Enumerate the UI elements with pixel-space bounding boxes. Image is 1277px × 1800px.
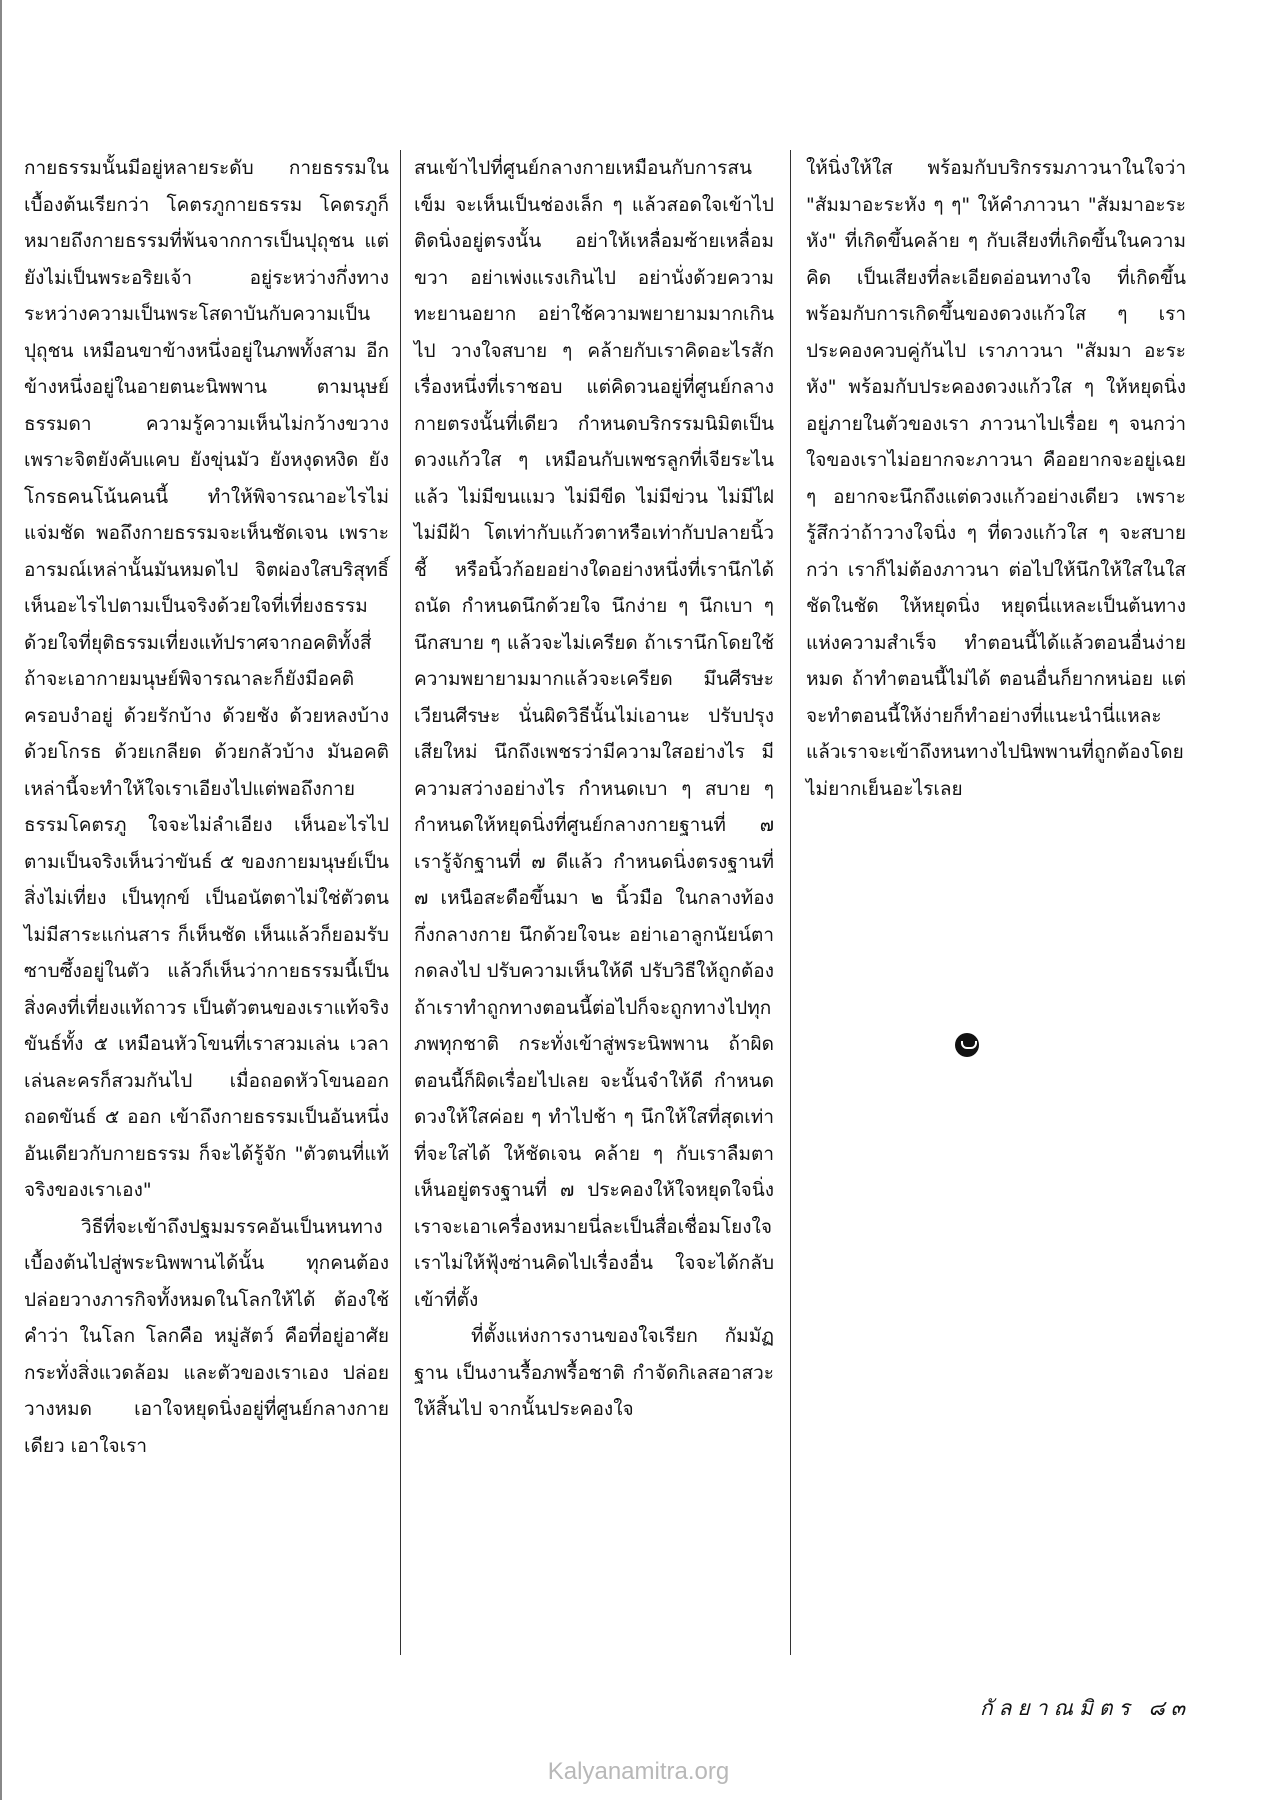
text-column-2 [414,150,774,1428]
column-divider-2 [790,150,791,1655]
column-2-paragraph-1: สนเข้าไปที่ศูนย์กลางกายเหมือนกับการสนเข็ม จะเห็นเป็นช่องเล็ก ๆ แล้วสอดใจเข้าไปติดนิ่งอยู่ตรงนั้น อย่าให้เหลื่อมซ้ายเหลื่อมขวา อย่าเพ่งแรงเกินไป อย่านั่งด้วยความทะยานอยาก อย่าใช้ความพยายามมากเกินไป วางใจสบาย ๆ คล้ายกับเราคิดอะไรสักเรื่องหนึ่งที่เราชอบ แต่คิดวนอยู่ที่ศูนย์กลางกายตรงนั้นที่เดียว กำหนดบริกรรมนิมิตเป็นดวงแก้วใส ๆ เหมือนกับเพชรลูกที่เจียระไนแล้ว ไม่มีขนแมว ไม่มีขีด ไม่มีข่วน ไม่มีไฝ ไม่มีฝ้า โตเท่ากับแก้วตาหรือเท่ากับปลายนิ้วชี้ หรือนิ้วก้อยอย่างใดอย่างหนึ่งที่เรานึกได้ถนัด กำหนดนึกด้วยใจ นึกง่าย ๆ นึกเบา ๆ นึกสบาย ๆ แล้วจะไม่เครียด ถ้าเรานึกโดยใช้ความพยายามมากแล้วจะเครียด มึนศีรษะ เวียนศีรษะ นั่นผิดวิธีนั้นไม่เอานะ ปรับปรุงเสียใหม่ นึกถึงเพชรว่ามีความใสอย่างไร มีความสว่างอย่างไร กำหนดเบา ๆ สบาย ๆ กำหนดให้หยุดนิ่งที่ศูนย์กลางกายฐานที่ ๗ เรารู้จักฐานที่ ๗ ดีแล้ว กำหนดนิ่งตรงฐานที่ ๗ เหนือสะดือขึ้นมา ๒ นิ้วมือ ในกลางท้องกึ่งกลางกาย นึกด้วยใจนะ อย่าเอาลูกนัยน์ตากดลงไป ปรับความเห็นให้ดี ปรับวิธีให้ถูกต้อง ถ้าเราทำถูกทางตอนนี้ต่อไปก็จะถูกทางไปทุกภพทุกชาติ กระทั่งเข้าสู่พระนิพพาน ถ้าผิดตอนนี้ก็ผิดเรื่อยไปเลย จะนั้นจำให้ดี กำหนดดวงให้ใสค่อย ๆ ทำไปช้า ๆ นึกให้ใสที่สุดเท่าที่จะใสได้ ให้ชัดเจน คล้าย ๆ กับเราลืมตาเห็นอยู่ตรงฐานที่ ๗ ประคองให้ใจหยุดใจนิ่ง เราจะเอาเครื่องหมายนี่ละเป็นสื่อเชื่อมโยงใจเราไม่ให้ฟุ้งซ่านคิดไปเรื่องอื่น ใจจะได้กลับเข้าที่ตั้ง [414,157,774,1311]
column-1-paragraph-1: กายธรรมนั้นมีอยู่หลายระดับ กายธรรมในเบื้องต้นเรียกว่า โคตรภูกายธรรม โคตรภูก็หมายถึงกายธรรมที่พ้นจากการเป็นปุถุชน แต่ยังไม่เป็นพระอริยเจ้า อยู่ระหว่างกึ่งทางระหว่างความเป็นพระโสดาบันกับความเป็นปุถุชน เหมือนขาข้างหนึ่งอยู่ในภพทั้งสาม อีกข้างหนึ่งอยู่ในอายตนะนิพพาน ตามนุษย์ธรรมดา ความรู้ความเห็นไม่กว้างขวาง เพราะจิตยังคับแคบ ยังขุ่นมัว ยังหงุดหงิด ยังโกรธคนโน้นคนนี้ ทำให้พิจารณาอะไรไม่แจ่มชัด พอถึงกายธรรมจะเห็นชัดเจน เพราะอารมณ์เหล่านั้นมันหมดไป จิตผ่องใสบริสุทธิ์ เห็นอะไรไปตามเป็นจริงด้วยใจที่เที่ยงธรรม ด้วยใจที่ยุติธรรมเที่ยงแท้ปราศจากอคติทั้งสี่ ถ้าจะเอากายมนุษย์พิจารณาละก็ยังมีอคติครอบงำอยู่ ด้วยรักบ้าง ด้วยชัง ด้วยหลงบ้าง ด้วยโกรธ ด้วยเกลียด ด้วยกลัวบ้าง มันอคติเหล่านี้จะทำให้ใจเราเอียงไปแต่พอถึงกายธรรมโคตรภู ใจจะไม่ลำเอียง เห็นอะไรไปตามเป็นจริงเห็นว่าขันธ์ ๕ ของกายมนุษย์เป็นสิ่งไม่เที่ยง เป็นทุกข์ เป็นอนัตตาไม่ใช่ตัวตน ไม่มีสาระแก่นสาร ก็เห็นชัด เห็นแล้วก็ยอมรับ ซาบซึ้งอยู่ในตัว แล้วก็เห็นว่ากายธรรมนี้เป็นสิ่งคงที่เที่ยงแท้ถาวร เป็นตัวตนของเราแท้จริง ขันธ์ทั้ง ๕ เหมือนหัวโขนที่เราสวมเล่น เวลาเล่นละครก็สวมกันไป เมื่อถอดหัวโขนออก ถอดขันธ์ ๕ ออก เข้าถึงกายธรรมเป็นอันหนึ่งอันเดียวกับกายธรรม ก็จะได้รู้จัก "ตัวตนที่แท้จริงของเราเอง" [24,157,389,1201]
column-divider-1 [400,150,401,1655]
column-1-paragraph-2: วิธีที่จะเข้าถึงปฐมมรรคอันเป็นหนทางเบื้องต้นไปสู่พระนิพพานได้นั้น ทุกคนต้องปล่อยวางภารกิจทั้งหมดในโลกให้ได้ ต้องใช้คำว่า ในโลก โลกคือ หมู่สัตว์ คือที่อยู่อาศัย กระทั่งสิ่งแวดล้อม และตัวของเราเอง ปล่อยวางหมด เอาใจหยุดนิ่งอยู่ที่ศูนย์กลางกายเดียว เอาใจเรา [24,1215,389,1457]
page-edge-rule [0,0,2,1800]
magazine-page-footer: กัลยาณมิตร ๘๓ [979,1696,1191,1720]
column-3-paragraph-1: ให้นิ่งให้ใส พร้อมกับบริกรรมภาวนาในใจว่า "สัมมาอะระหัง ๆ ๆ" ให้คำภาวนา "สัมมาอะระหัง" ที่เกิดขึ้นคล้าย ๆ กับเสียงที่เกิดขึ้นในความคิด เป็นเสียงที่ละเอียดอ่อนทางใจ ที่เกิดขึ้นพร้อมกับการเกิดขึ้นของดวงแก้วใส ๆ เราประคองควบคู่กันไป เราภาวนา "สัมมา อะระหัง" พร้อมกับประคองดวงแก้วใส ๆ ให้หยุดนิ่งอยู่ภายในตัวของเรา ภาวนาไปเรื่อย ๆ จนกว่าใจของเราไม่อยากจะภาวนา คืออยากจะอยู่เฉย ๆ อยากจะนึกถึงแต่ดวงแก้วอย่างเดียว เพราะรู้สึกว่าถ้าวางใจนิ่ง ๆ ที่ดวงแก้วใส ๆ จะสบายกว่า เราก็ไม่ต้องภาวนา ต่อไปให้นึกให้ใสในใสชัดในชัด ให้หยุดนิ่ง หยุดนี่แหละเป็นต้นทางแห่งความสำเร็จ ทำตอนนี้ได้แล้วตอนอื่นง่ายหมด ถ้าทำตอนนี้ไม่ได้ ตอนอื่นก็ยากหน่อย แต่จะทำตอนนี้ให้ง่ายก็ทำอย่างที่แนะนำนี่แหละ แล้วเราจะเข้าถึงหนทางไปนิพพานที่ถูกต้องโดยไม่ยากเย็นอะไรเลย [806,157,1186,800]
text-column-3 [806,150,1186,807]
end-of-article-icon [955,1033,979,1057]
text-column-1 [24,150,389,1464]
watermark: Kalyanamitra.org [547,1758,730,1785]
column-2-paragraph-2: ที่ตั้งแห่งการงานของใจเรียก กัมมัฏฐาน เป็นงานรื้อภพรื้อชาติ กำจัดกิเลสอาสวะให้สิ้นไป จากนั้นประคองใจ [414,1325,774,1420]
